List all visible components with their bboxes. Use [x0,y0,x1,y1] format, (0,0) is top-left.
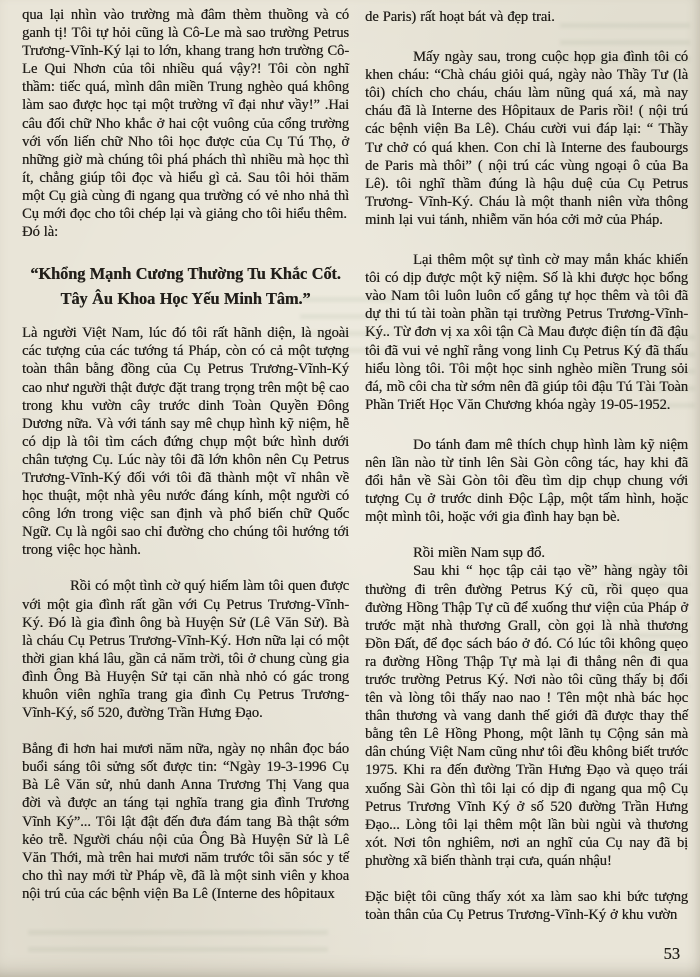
continuation-paragraph: de Paris) rất hoạt bát và đẹp trai. [365,9,555,25]
page-number: 53 [663,944,680,963]
right-text-column [365,8,688,924]
body-paragraph: Là người Việt Nam, lúc đó tôi rất hãnh diện, là ngoài các tượng của các tướng tá Pháp, còn có cả một tượng toàn thân bằng đồng của Cụ Petrus Trương-Vĩnh-Ký cao như người thật được đặt trang trọng trên một bệ cao trong khu vườn cây trước dinh Toàn Quyền Đông Dương nữa. Và với tánh say mê chụp hình kỹ niệm, hễ có dịp là tôi tìm cách đứng chụp một bức hình dưới chân tượng Cụ. Lúc này tôi đã lớn khôn nên Cụ Petrus Trương-Vĩnh-Ký đối với tôi đã thành một vĩ nhân về học thuật, một nhà yêu nước đáng kính, một người có công lớn trong việc san định và phổ biến chữ Quốc Ngữ. Cụ là ngôi sao chỉ đường cho chúng tôi hướng tới trong việc học hành. [22,325,349,559]
body-paragraph: Do tánh đam mê thích chụp hình làm kỹ niệm nên lần nào từ tỉnh lên Sài Gòn công tác, hay khi đã đổi hẳn về Sài Gòn tôi đều tìm dịp chụp chung với tượng Cụ ở trước dinh Độc Lập, một tấm hình, hoặc một mình tôi, hoặc với gia đình hay bạn bè. [365,436,688,526]
left-text-column [22,6,349,903]
body-paragraph: Rồi miền Nam sụp đổ. [413,545,545,562]
body-paragraph: Mấy ngày sau, trong cuộc họp gia đình tôi có khen cháu: “Chà cháu giỏi quá, ngày nào Thầy Tư (là tôi) chích cho cháu, cháu làm nũng quá xá, mà nay cháu đã là Interne des Hôpitaux de Paris rồi! ( nội trú các bệnh viện Ba Lê). Cháu cười vui đáp lại: “ Thầy Tư chở có quá khen. Con chỉ là Interne des faubourgs de Paris mà thôi” ( nội trú các vùng ngoại ô của Ba Lê). tôi nghĩ thầm đúng là hậu duệ của Cụ Petrus Trương- Vĩnh-Ký. Cháu là một thanh niên vừa thông minh lại vui tánh, nhiễm văn hóa cởi mở của Pháp. [365,49,688,228]
body-paragraph: Rồi có một tình cờ quý hiếm làm tôi quen được với một gia đình rất gần với Cụ Petrus Trương-Vĩnh-Ký. Đó là gia đình ông bà Huyện Sử (Lê Văn Sử). Bà là cháu Cụ Petrus Trương-Vĩnh-Ký. Hơn nữa lại có một thời gian khá lâu, gần cả năm trời, tôi ở chung cùng gia đình Ông Bà Huyện Sử tại căn nhà nhỏ có gác trong khuôn viên nghĩa trang gia đình Cụ Petrus Trương-Vĩnh-Ký, số 520, đường Trần Hưng Đạo. [22,578,349,722]
couplet-quote-line-2: Tây Âu Khoa Học Yếu Minh Tâm.” [60,289,311,309]
body-paragraph: Bẳng đi hơn hai mươi năm nữa, ngày nọ nhân đọc báo buổi sáng tôi sửng sốt được tin: “Ngày 19-3-1996 Cụ Bà Lê Văn sử, nhủ danh Anna Trương Thị Vang qua đời và được an táng tại nghĩa trang gia đình Trương Vĩnh Ký”... Tôi lật đật đến đưa đám tang Bà thật sớm kẻo trễ. Người cháu nội của Ông Bà Huyện Sử là Lê Văn Thới, mà trên hai mươi năm trước tôi săn sóc y tế cho thì nay mới từ Pháp về, đã là một sinh viên y khoa nội trú của các bệnh viện Ba Lê (Interne des hôpitaux [22,741,349,902]
body-paragraph: Lại thêm một sự tình cờ may mắn khác khiến tôi có dịp được một kỹ niệm. Số là khi được học bổng vào Nam tôi luôn luôn cố gắng tự học thêm và tôi đã dự thi tú tài toàn phần tại trường Petrus Trương-Vĩnh-Ký.. Từ đơn vị xa xôi tận Cà Mau được điện tín đã đậu tôi đã vui vẻ nghĩ rằng vong linh Cụ Petrus Ký đã thấu hiểu lòng tôi. Tôi một học sinh nghèo miền Trung sỏi đá, mồ côi cha từ sớm nên đã giúp tôi đậu Tú Tài Toàn Phần Triết Học Văn Chương khóa ngày 19-05-1952. [365,252,688,413]
continuation-paragraph: qua lại nhìn vào trường mà đâm thèm thuồng và có ganh tị! Tôi tự hỏi cũng là Cô-Le mà sao trường Petrus Trương-Vĩnh-Ký lại to lớn, khang trang hơn trường Cô-Le Qui Nhơn của tôi nhiều quá vậy?! Tôi còn nghĩ thầm: tiếc quá, mình dân miền Trung nghèo quá không làm sao được học tại một trường vĩ đại như vầy!” .Hai câu đối chữ Nho khắc ở hai cột vuông của cổng trường với vốn liến chữ Nho tôi học được của Cụ Tú Thọ, ở những giờ mà chúng tôi phá phách thì nhiều mà học thì ít, chẳng giúp tôi đọc và hiểu gì cả. Sau tôi hỏi thăm một Cụ già cùng đi ngang qua trường có vẻ nho nhả thì Cụ mới đọc cho tôi chép lại và giảng cho tôi hiểu thêm. [22,7,349,223]
body-paragraph: Sau khi “ học tập cải tạo về” hàng ngày tôi thường đi trên đường Petrus Ký cũ, rồi quẹo qua đường Hồng Thập Tự cũ để xuống thư viện của Pháp ở trước mặt nhà thương Grall, còn gọi là nhà thương Đồn Đất, để đọc sách báo ở đó. Có lúc tôi không quẹo ra đường Hồng Thập Tự mà lại đi thẳng nên đi qua trước trường Petrus Ký. Nơi nào tôi cũng thấy bị đổi tên và lòng tôi thấy nao nao ! Tên một nhà bác học thân thương và vang danh thế giới đã được thay thế bằng tên Lê Hồng Phong, một lãnh tụ Cộng sản mà dân chúng Việt Nam cũng như tôi đều không biết trước 1975. Khi ra đến đường Trần Hưng Đạo và quẹo trái xuống Sài Gòn thì tôi lại có dịp đi ngang qua mộ Cụ Petrus Trương Vĩnh Ký ở số 520 đường Trần Hưng Đạo... Lòng tôi lại thêm một lần bùi ngùi và thương xót. Nơi tôn nghiêm, nơi an nghĩ của Cụ nay đã bị phường xã biến thành trại cưa, quán nhậu! [365,563,688,869]
lead-in-line: Đó là: [22,224,58,241]
body-paragraph: Đặc biệt tôi cũng thấy xót xa làm sao khi bức tượng toàn thân của Cụ Petrus Trương-Vĩnh-Ký ở khu vườn [365,889,688,924]
couplet-quote-line-1: “Khổng Mạnh Cương Thường Tu Khắc Cốt. [30,264,341,284]
